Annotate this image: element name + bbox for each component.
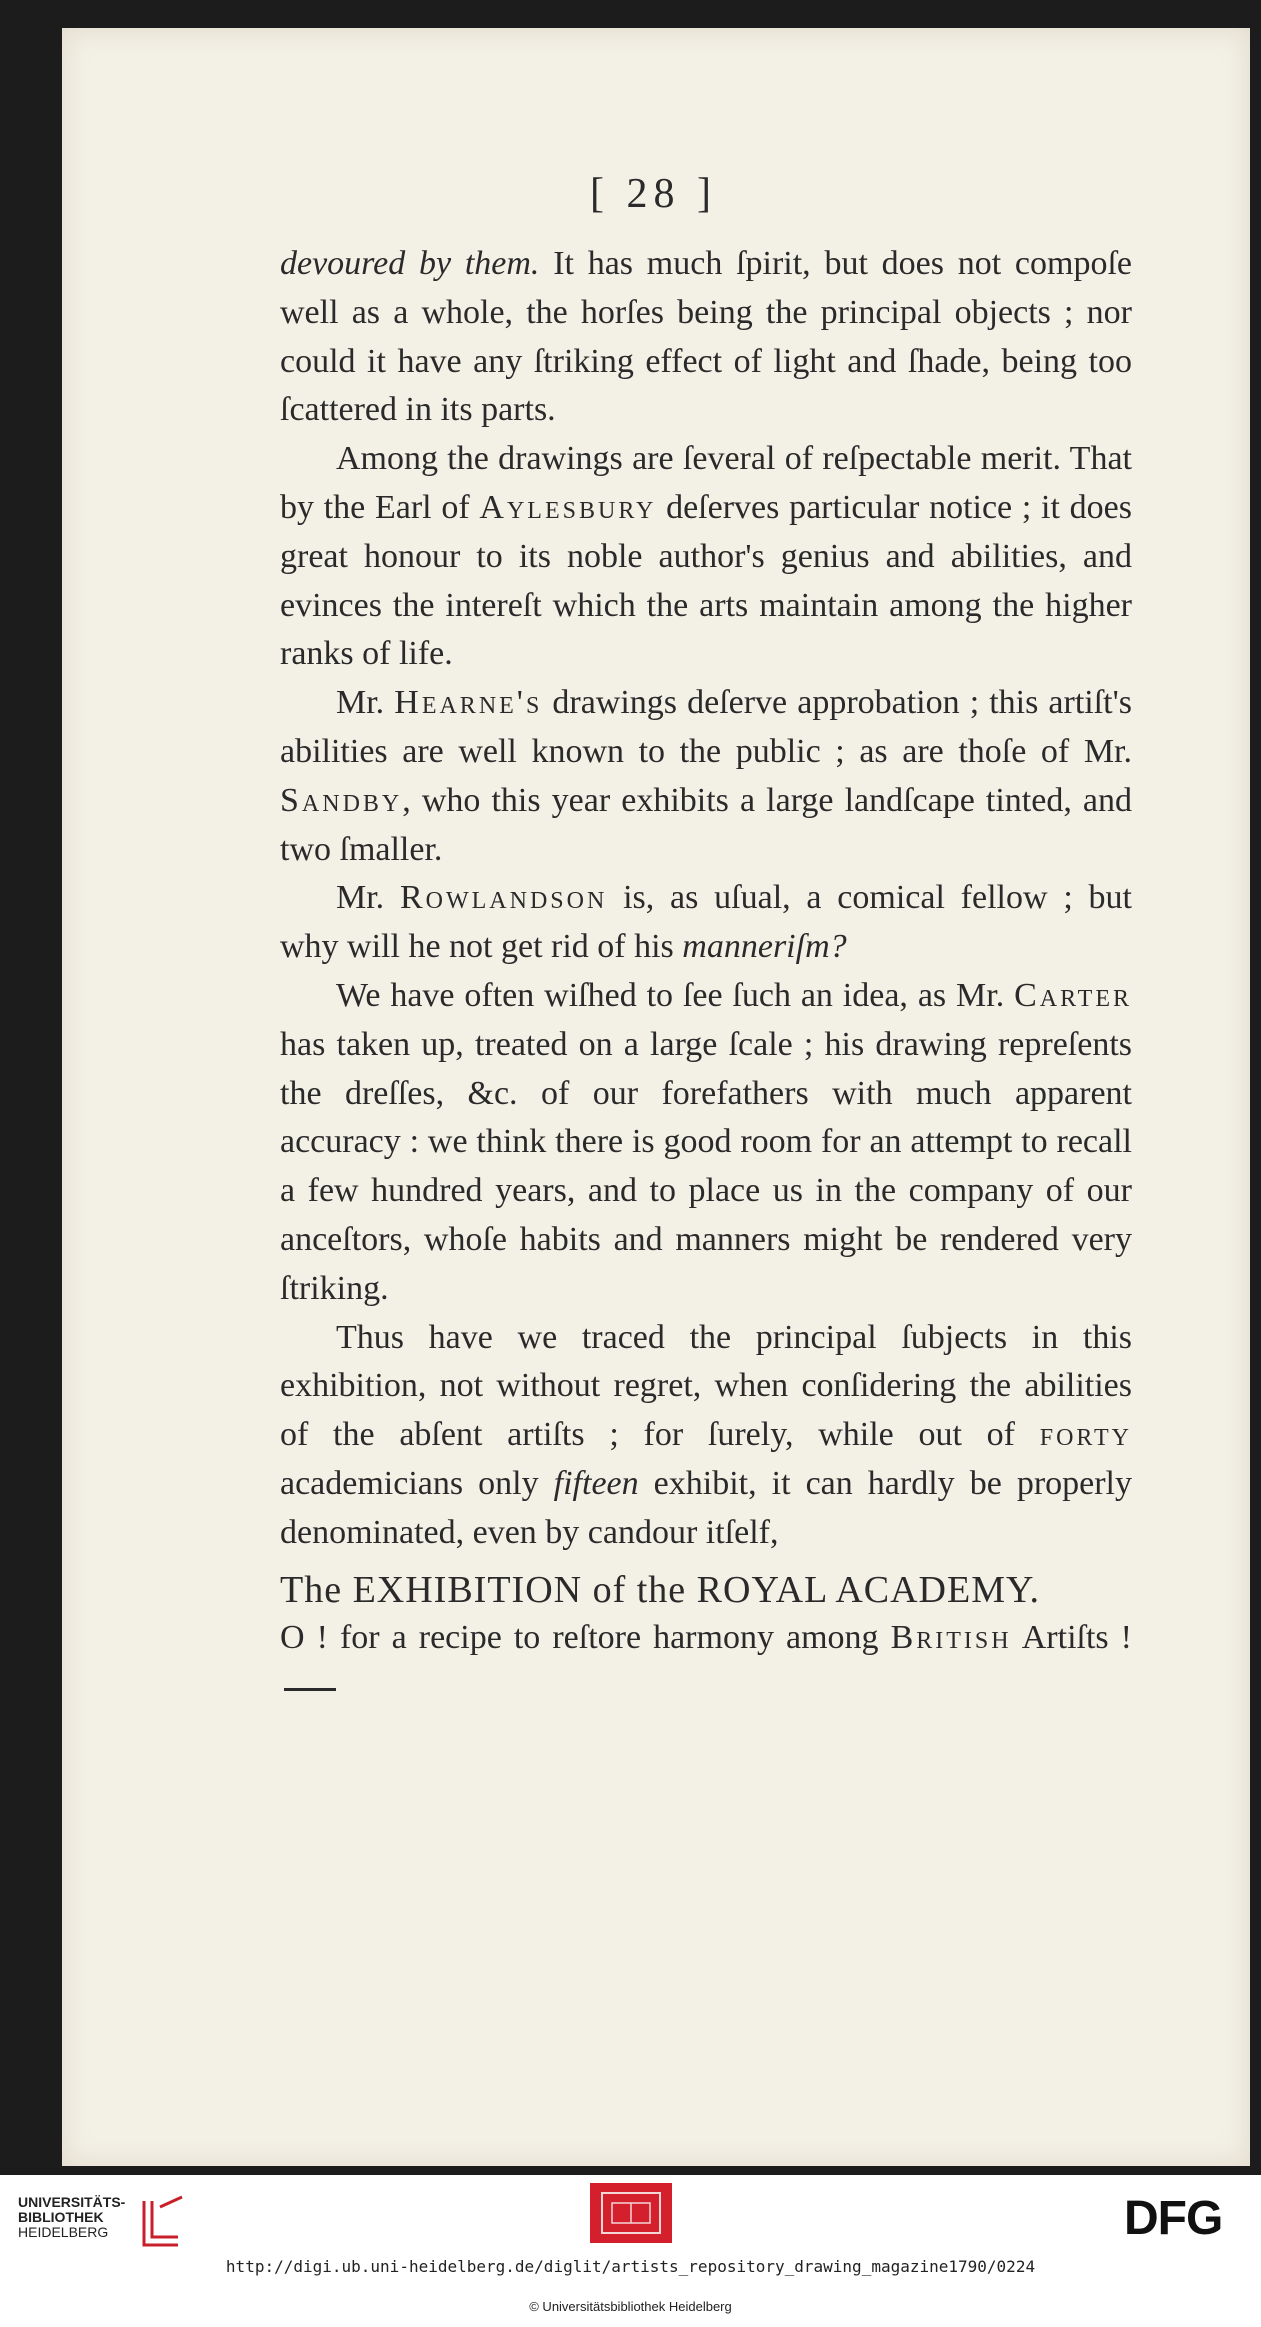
- paragraph: [280, 1314, 1132, 1558]
- small-caps-name: forty: [1039, 1416, 1132, 1454]
- paragraph: [280, 679, 1132, 874]
- dfg-logo[interactable]: DFG: [1124, 2192, 1223, 2245]
- italic-text: manneriſm?: [682, 928, 847, 966]
- text-run: is, as uſual, a comical fellow ; but why will he not get rid of his: [280, 879, 1132, 966]
- text-run: Mr.: [336, 879, 400, 917]
- text-run: , who this year exhibits a large landſcape tinted, and two ſmaller.: [280, 781, 1132, 868]
- viewer-footer: [0, 2175, 1261, 2327]
- university-library-logo[interactable]: [18, 2195, 188, 2255]
- library-name-line-3: HEIDELBERG: [18, 2224, 109, 2240]
- paragraph: [280, 874, 1132, 972]
- paragraph: [280, 435, 1132, 679]
- text-run: Among the drawings are ſeveral of reſpectable merit. That by the Earl of: [280, 440, 1132, 526]
- text-run: Mr.: [336, 684, 395, 722]
- text-run: We have often wiſhed to ſee ſuch an idea, as Mr.: [336, 976, 1015, 1014]
- text-run: O ! for a recipe to reſtore harmony among: [280, 1619, 891, 1657]
- library-name-line-1: UNIVERSITÄTS-: [18, 2194, 126, 2210]
- text-run: academicians only: [280, 1464, 554, 1502]
- small-caps-name: Aylesbury: [479, 488, 657, 526]
- text-run: Thus have we traced the principal ſubjects in this exhibition, not without regret, when conſidering the abilities of the abſent artiſts ; for ſurely, while out of: [280, 1318, 1132, 1454]
- library-name-line-2: BIBLIOTHEK: [18, 2209, 104, 2225]
- text-run: deſerves particular notice ; it does great honour to its noble author's genius and abilities, and evinces the intereſt which the arts maintain among the higher ranks of life.: [280, 488, 1132, 673]
- library-mark-icon: [136, 2195, 186, 2251]
- small-caps-name: British: [890, 1619, 1012, 1657]
- text-run: The EXHIBITION of the ROYAL ACADEMY.: [280, 1568, 1041, 1611]
- paragraph: [280, 1614, 1132, 1712]
- text-run: has taken up, treated on a large ſcale ; his drawing repreſents the dreſſes, &c. of our forefathers with much apparent accuracy : we think there is good room for an attempt to recall a few hundred years, and to place us in the company of our anceſtors, whoſe habits and manners might be rendered very ſtriking.: [280, 1025, 1132, 1307]
- episteme-stamp[interactable]: [590, 2183, 672, 2243]
- stamp-icon: [600, 2191, 662, 2235]
- italic-text: devoured by them.: [280, 245, 540, 282]
- paragraph: [280, 240, 1132, 435]
- text-run: It has much ſpirit, but does not compoſe well as a whole, the horſes being the principal objects ; nor could it have any ſtriking effect of light and ſhade, being too ſcattered in its parts.: [280, 245, 1132, 429]
- text-run: exhibit, it can hardly be properly denominated, even by candour itſelf,: [280, 1464, 1133, 1551]
- small-caps-name: Rowlandson: [399, 879, 608, 917]
- text-run: drawings deſerve approbation ; this artiſt's abilities are well known to the public ; as are thoſe of Mr.: [280, 684, 1132, 770]
- italic-text: fifteen: [553, 1464, 639, 1502]
- small-caps-name: Hearne's: [394, 684, 543, 722]
- paragraph: [280, 972, 1132, 1314]
- small-caps-name: Carter: [1014, 976, 1132, 1014]
- page-number: [ 28 ]: [590, 171, 717, 217]
- copyright-notice: © Universitätsbibliothek Heidelberg: [529, 2299, 732, 2314]
- closing-rule: [284, 1688, 336, 1691]
- page-text: [280, 240, 1132, 1712]
- text-run: Artiſts !: [1011, 1619, 1132, 1657]
- permalink-url[interactable]: http://digi.ub.uni-heidelberg.de/diglit/artists_repository_drawing_magazine1790/0224: [225, 2257, 1036, 2276]
- library-name: [18, 2195, 125, 2240]
- headline-paragraph: [280, 1566, 1132, 1615]
- small-caps-name: Sandby: [280, 781, 403, 819]
